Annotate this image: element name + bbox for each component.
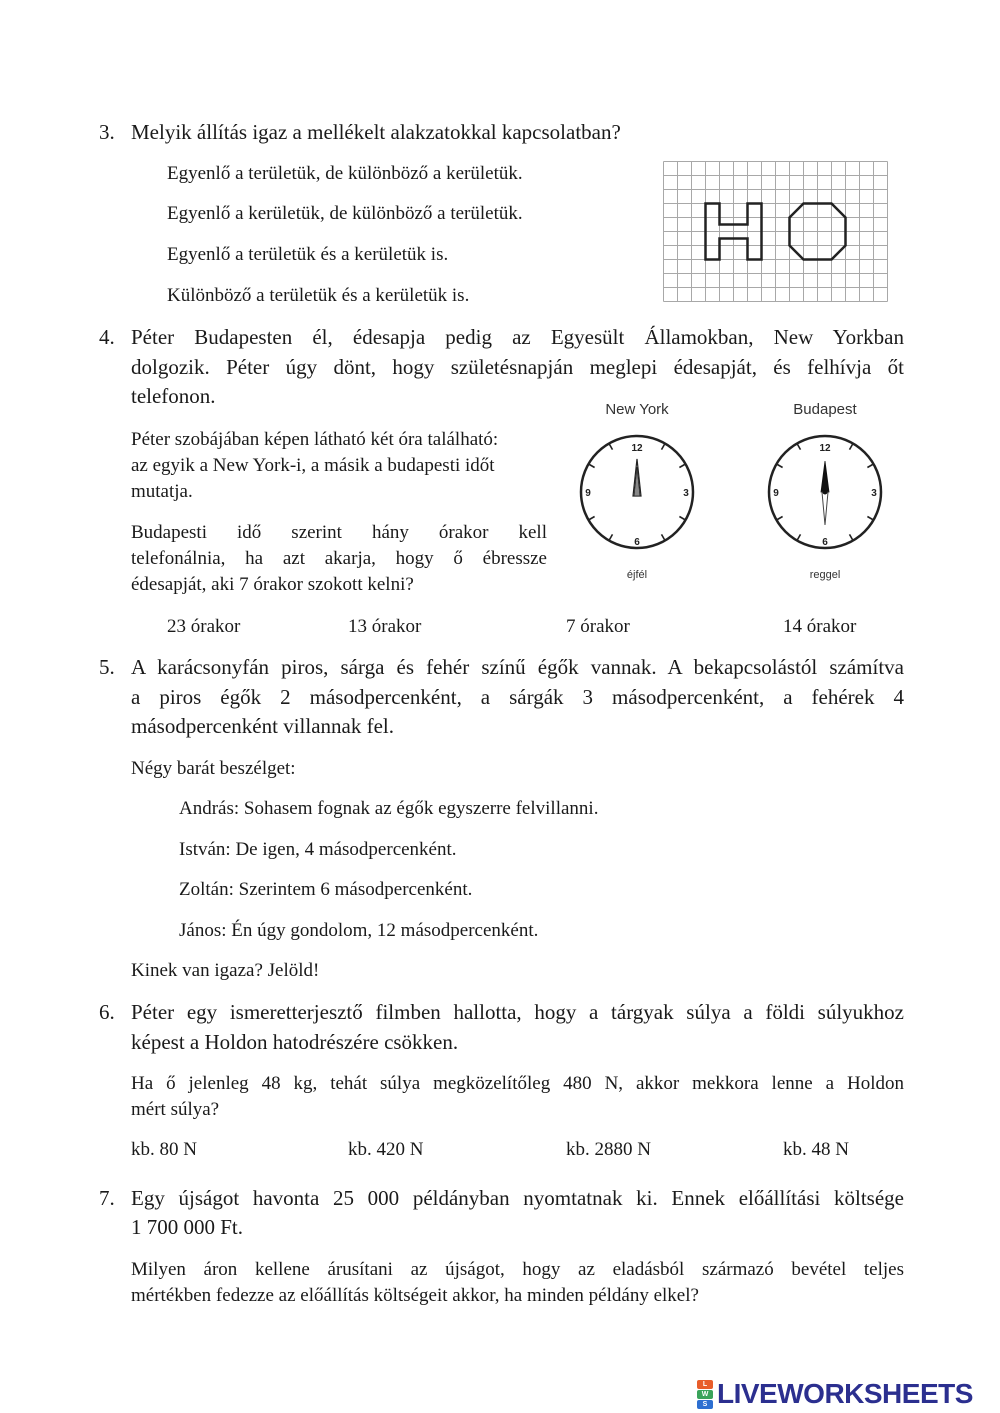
grid-lines	[664, 162, 888, 302]
clock-budapest-number-6: 6	[822, 537, 828, 548]
q6-line-1: Péter egy ismeretterjesztő filmben hallotta, hogy a tárgyak súlya a földi súlyukhoz	[131, 1000, 904, 1024]
q5-line-3: másodpercenként villannak fel.	[131, 714, 394, 738]
q7-number: 7.	[99, 1186, 115, 1210]
q5-statement-janos[interactable]: János: Én úgy gondolom, 12 másodpercenként.	[179, 920, 539, 941]
q7-para-line-2: mértékben fedezze az előállítás költségeit akkor, ha minden példány elkel?	[131, 1285, 699, 1306]
liveworksheets-logo-icon	[697, 1380, 713, 1409]
clocks-figure	[570, 395, 890, 590]
q4-line-3: telefonon.	[131, 384, 216, 408]
liveworksheets-logo[interactable]	[697, 1378, 973, 1410]
clock-new-york-number-12: 12	[631, 443, 643, 454]
clock-new-york-number-3: 3	[683, 488, 689, 499]
q3-number: 3.	[99, 120, 115, 144]
q4-para2-line-3: édesapját, aki 7 órakor szokott kelni?	[131, 574, 414, 595]
q6-answer-3[interactable]: kb. 2880 N	[566, 1139, 651, 1160]
clock-budapest-city: Budapest	[793, 401, 857, 418]
q4-line-2: dolgozik. Péter úgy dönt, hogy születésnapján meglepi édesapját, és felhívja őt	[131, 355, 904, 379]
logo-mark-w: W	[697, 1390, 713, 1399]
q4-answer-1[interactable]: 23 órakor	[167, 616, 241, 637]
clock-new-york-caption: éjfél	[626, 569, 648, 581]
clock-new-york-city: New York	[605, 401, 669, 418]
q7-line-2: 1 700 000 Ft.	[131, 1215, 244, 1239]
q6-answer-2[interactable]: kb. 420 N	[348, 1139, 424, 1160]
clock-new-york	[581, 401, 693, 581]
q4-answer-4[interactable]: 14 órakor	[783, 616, 857, 637]
q5-statement-zoltan[interactable]: Zoltán: Szerintem 6 másodpercenként.	[179, 879, 473, 900]
q6-answer-1[interactable]: kb. 80 N	[131, 1139, 197, 1160]
q4-answer-2[interactable]: 13 órakor	[348, 616, 422, 637]
clock-budapest-number-9: 9	[773, 488, 779, 499]
q3-question: Melyik állítás igaz a mellékelt alakzatokkal kapcsolatban?	[131, 120, 621, 144]
liveworksheets-logo-text: LIVEWORKSHEETS	[717, 1378, 973, 1409]
clock-budapest-caption: reggel	[809, 569, 841, 581]
q6-para-line-2: mért súlya?	[131, 1099, 220, 1120]
q5-line-2: a piros égők 2 másodpercenként, a sárgák 3 másodpercenként, a fehérek 4	[131, 685, 904, 709]
logo-mark-l: L	[697, 1380, 713, 1389]
q4-line-1: Péter Budapesten él, édesapja pedig az Egyesült Államokban, New Yorkban	[131, 325, 904, 349]
q6-answer-4[interactable]: kb. 48 N	[783, 1139, 849, 1160]
q6-number: 6.	[99, 1000, 115, 1024]
clock-new-york-number-6: 6	[634, 537, 640, 548]
q6-line-2: képest a Holdon hatodrészére csökken.	[131, 1030, 459, 1054]
q7-line-1: Egy újságot havonta 25 000 példányban nyomtatnak ki. Ennek előállítási költsége	[131, 1186, 904, 1210]
q6-para-line-1: Ha ő jelenleg 48 kg, tehát súlya megközelítőleg 480 N, akkor mekkora lenne a Holdon	[131, 1073, 904, 1094]
clock-new-york-number-9: 9	[585, 488, 591, 499]
q5-statement-istvan[interactable]: István: De igen, 4 másodpercenként.	[179, 839, 457, 860]
q4-para1-line-2: az egyik a New York-i, a másik a budapesti időt	[131, 455, 495, 476]
clock-budapest-number-3: 3	[871, 488, 877, 499]
clock-budapest-number-12: 12	[819, 443, 831, 454]
q3-option-3[interactable]: Egyenlő a területük és a kerületük is.	[167, 244, 449, 265]
q7-para-line-1: Milyen áron kellene árusítani az újságot, hogy az eladásból származó bevétel teljes	[131, 1259, 904, 1280]
q4-para1-line-3: mutatja.	[131, 481, 193, 502]
clock-budapest	[769, 401, 881, 581]
q3-option-2[interactable]: Egyenlő a kerületük, de különböző a területük.	[167, 203, 523, 224]
q4-answer-3[interactable]: 7 órakor	[566, 616, 630, 637]
q4-para2-line-2: telefonálnia, ha azt akarja, hogy ő ébressze	[131, 548, 547, 569]
q5-statement-andras[interactable]: András: Sohasem fognak az égők egyszerre felvillanni.	[179, 798, 599, 819]
q5-number: 5.	[99, 655, 115, 679]
q4-para1-line-1: Péter szobájában képen látható két óra található:	[131, 429, 499, 450]
q5-line-1: A karácsonyfán piros, sárga és fehér színű égők vannak. A bekapcsolástól számítva	[131, 655, 904, 679]
q4-number: 4.	[99, 325, 115, 349]
q3-option-4[interactable]: Különböző a területük és a kerületük is.	[167, 285, 470, 306]
logo-mark-s: S	[697, 1400, 713, 1409]
q5-task: Kinek van igaza? Jelöld!	[131, 960, 320, 981]
q5-intro: Négy barát beszélget:	[131, 758, 296, 779]
q3-option-1[interactable]: Egyenlő a területük, de különböző a kerületük.	[167, 163, 523, 184]
grid-shapes-figure	[663, 161, 889, 305]
q4-para2-line-1: Budapesti idő szerint hány órakor kell	[131, 522, 547, 543]
